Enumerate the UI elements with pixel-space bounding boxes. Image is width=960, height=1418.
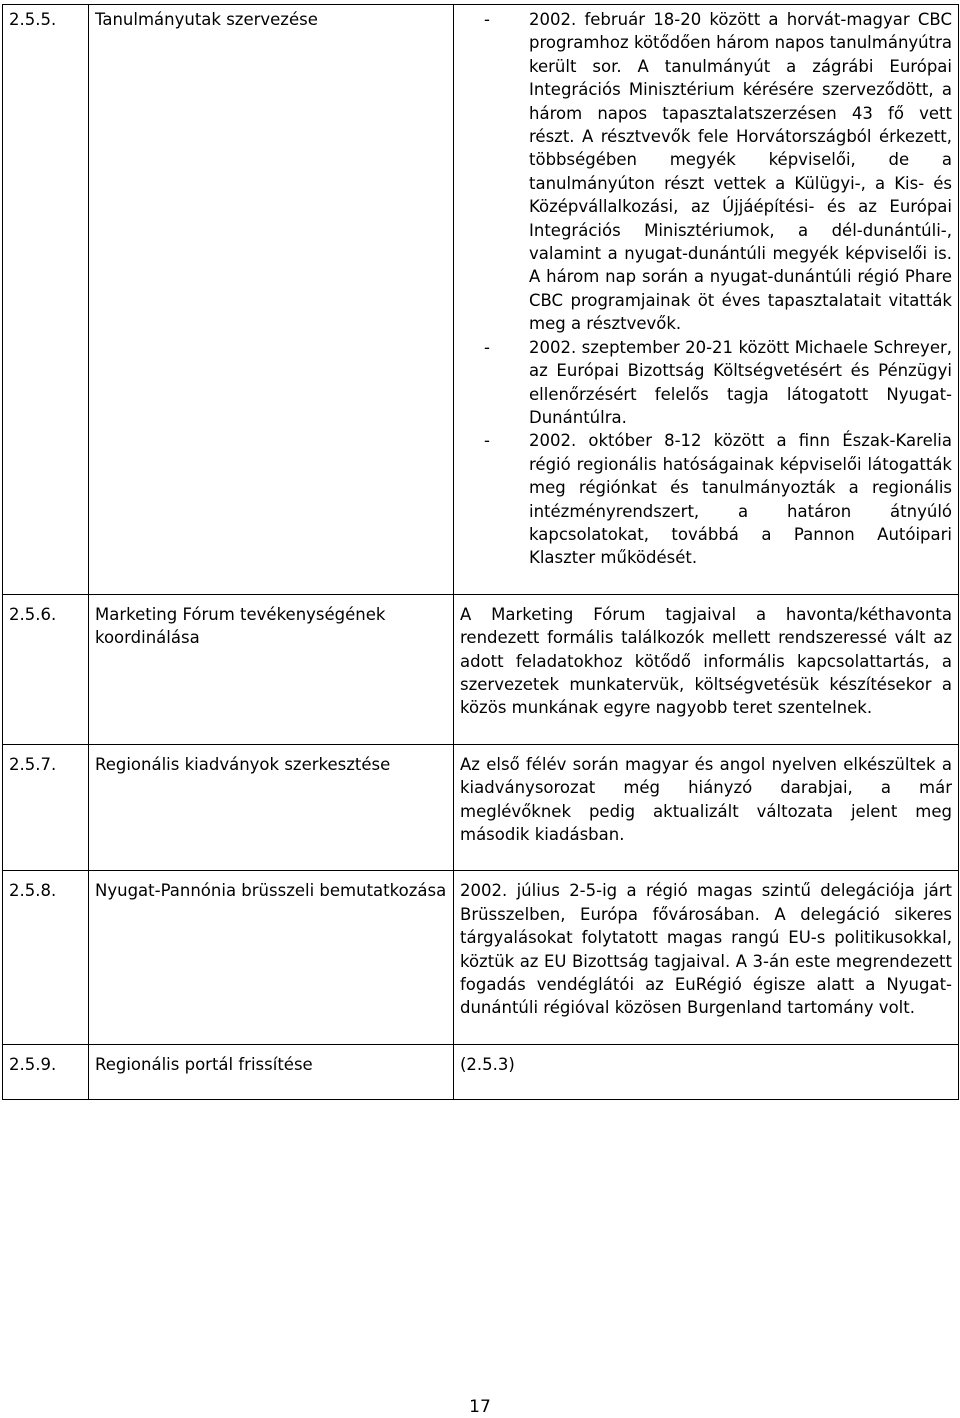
section-title: Nyugat-Pannónia brüsszeli bemutatkozása [89, 871, 454, 1044]
list-item-text: 2002. október 8-12 között a finn Észak-Karelia régió regionális hatóságainak képviselői látogatták meg régiónkat és tanulmányozták a regionális intézményrendszert, a határon átnyúló kapcsolatokat, továbbá a Pannon Autóipari Klaszter működését. [529, 431, 952, 568]
section-title: Marketing Fórum tevékenységének koordinálása [89, 594, 454, 744]
table-row [3, 5, 959, 595]
description-text: Az első félév során magyar és angol nyelven elkészültek a kiadványsorozat még hiányzó darabjai, a már meglévőknek pedig aktualizált változata jelent meg második kiadásban. [460, 754, 952, 844]
section-title: Tanulmányutak szervezése [89, 5, 454, 595]
section-description [454, 1044, 959, 1099]
bullet-dash: - [484, 10, 490, 29]
description-text: A Marketing Fórum tagjaival a havonta/kéthavonta rendezett formális találkozók mellett rendszeressé vált az adott feladatokhoz kötődő informális kapcsolattartás, a szervezetek munkatervük, költségvetésük készítésekor a közös munkának egyre nagyobb teret szentelnek. [460, 604, 952, 718]
list-item-text: 2002. február 18-20 között a horvát-magyar CBC programhoz kötődően három napos tanulmányútra került sor. A tanulmányút a zágrábi Európai Integrációs Minisztérium kérésére szerveződött, a három napos tapasztalatszerzésen 43 fő vett részt. A résztvevők fele Horvátországból érkezett, többségében megyék képviselői, de a tanulmányúton részt vettek a Külügyi-, a Kis- és Középvállalkozási, az Újjáépítési- és az Európai Integrációs Minisztériumok, a dél-dunántúli-, valamint a nyugat-dunántúli megyék képviselői is. A három nap során a nyugat-dunántúli régió Phare CBC programjainak öt éves tapasztalatait vitatták meg a résztvevők. [529, 10, 952, 334]
section-description [454, 594, 959, 744]
table-row [3, 594, 959, 744]
table-row [3, 871, 959, 1044]
section-title: Regionális portál frissítése [89, 1044, 454, 1099]
description-text: 2002. július 2-5-ig a régió magas szintű delegációja járt Brüsszelben, Európa fővárosában. A delegáció sikeres tárgyalásokat folytatott magas rangú EU-s politikusokkal, köztük az EU Bizottság tagjaival. A 3-án este megrendezett fogadás vendéglátói az EuRégió égisze alatt a Nyugat-dunántúli régióval közösen Burgenland tartomány volt. [460, 881, 952, 1018]
section-number: 2.5.9. [3, 1044, 89, 1099]
list-item [460, 429, 952, 569]
table-row [3, 744, 959, 871]
activities-table [2, 4, 959, 1100]
section-title: Regionális kiadványok szerkesztése [89, 744, 454, 871]
bullet-dash: - [484, 337, 490, 357]
section-description [454, 871, 959, 1044]
list-item [460, 8, 952, 336]
bullet-dash: - [484, 431, 490, 451]
table-row [3, 1044, 959, 1099]
list-item-text: 2002. szeptember 20-21 között Michaele Schreyer, az Európai Bizottság Költségvetésért és Pénzügyi ellenőrzésért felelős tagja látogatott Nyugat-Dunántúlra. [529, 337, 952, 427]
section-description [454, 744, 959, 871]
section-description [454, 5, 959, 595]
section-number: 2.5.5. [3, 5, 89, 595]
description-text: (2.5.3) [460, 1054, 515, 1074]
list-item [460, 336, 952, 430]
section-number: 2.5.7. [3, 744, 89, 871]
section-number: 2.5.6. [3, 594, 89, 744]
section-number: 2.5.8. [3, 871, 89, 1044]
page-number: 17 [469, 1397, 491, 1417]
